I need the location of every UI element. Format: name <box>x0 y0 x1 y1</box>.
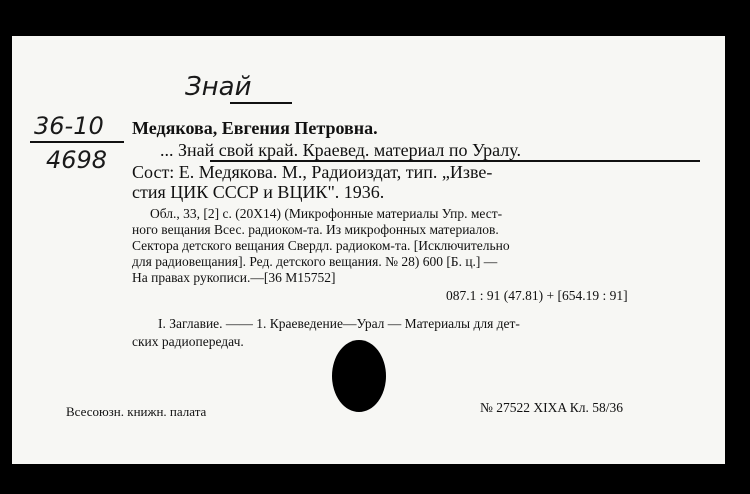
subject-line-2: ских радиопередач. <box>132 334 244 349</box>
publisher-line: стия ЦИК СССР и ВЦИК". 1936. <box>132 182 385 202</box>
punch-hole <box>332 340 386 412</box>
handwritten-title: Знай <box>185 72 252 102</box>
desc-line-5: На правах рукописи.—[36 М15752] <box>132 270 336 285</box>
desc-line-2: ного вещания Всес. радиоком-та. Из микрофонных материалов. <box>132 222 499 237</box>
call-number-bottom: 4698 <box>46 146 108 174</box>
title-underline <box>230 102 292 104</box>
book-chamber: Всесоюзн. книжн. палата <box>66 404 207 419</box>
compiler-line: Сост: Е. Медякова. М., Радиоиздат, тип. „Изве- <box>132 162 493 182</box>
card-number: № 27522 XIXA Кл. 58/36 <box>480 400 623 415</box>
title-line: ... Знай свой край. Краевед. материал по Уралу. <box>160 140 521 160</box>
desc-line-1: Обл., 33, [2] с. (20Х14) (Микрофонные материалы Упр. мест- <box>150 206 503 221</box>
call-number-top: 36-10 <box>34 112 104 140</box>
subject-line-1: I. Заглавие. —— 1. Краеведение—Урал — Материалы для дет- <box>158 316 520 331</box>
call-number-divider <box>30 141 124 143</box>
author-heading: Медякова, Евгения Петровна. <box>132 118 378 138</box>
classification: 087.1 : 91 (47.81) + [654.19 : 91] <box>446 288 628 303</box>
desc-line-3: Сектора детского вещания Свердл. радиоком-та. [Исключительно <box>132 238 510 253</box>
desc-line-4: для радиовещания]. Ред. детского вещания. № 28) 600 [Б. ц.] — <box>132 254 498 269</box>
